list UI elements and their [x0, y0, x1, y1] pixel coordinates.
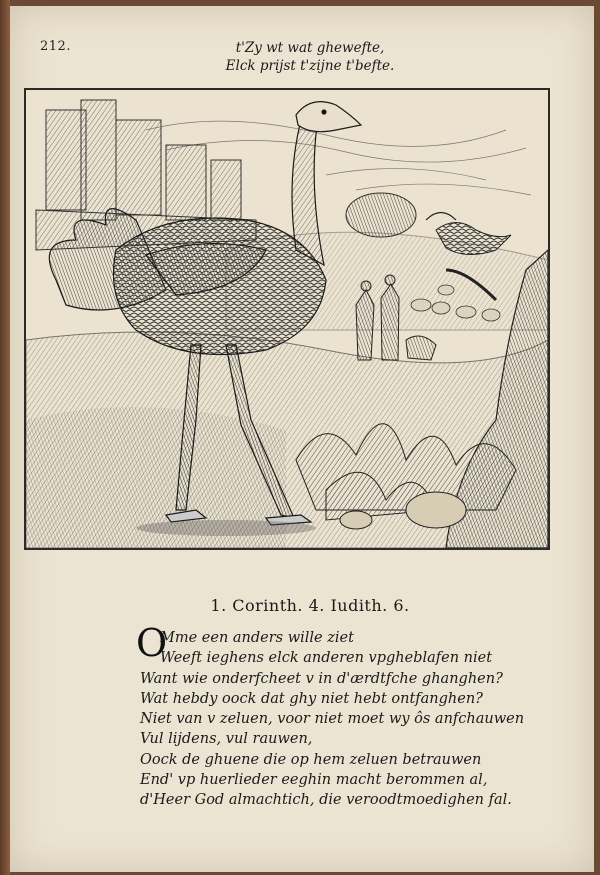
motto: [160, 39, 460, 75]
drop-cap: O: [136, 621, 168, 665]
book-page: [10, 6, 594, 872]
scripture-reference: 1. Corinth. 4. Iudith. 6.: [210, 596, 410, 615]
verse-block: [136, 621, 560, 811]
verse-line-3: Want wie onderfcheet v in d'ærdtfche ghanghen?: [140, 670, 503, 687]
ostrich-engraving: [24, 88, 550, 550]
book-spine: [0, 0, 10, 875]
verse-line-5: Niet van v zeluen, voor niet moet wy ôs anfchauwen: [140, 711, 525, 728]
verse-line-7: Oock de ghuene die op hem zeluen betrauwen: [140, 751, 482, 768]
ostrich-engraving-illustration: [26, 90, 548, 548]
motto-line-2: Elck prijst t'zijne t'befte.: [225, 58, 395, 74]
verse-line-4: Wat hebdy oock dat ghy niet hebt ontfanghen?: [140, 690, 483, 707]
motto-line-1: t'Zy wt wat ghewefte,: [235, 40, 385, 56]
verse-line-8: End' vp huerlieder eeghin macht berommen al,: [140, 772, 488, 789]
page-number: 212.: [40, 39, 71, 54]
verse-line-1: Mme een anders wille ziet: [160, 630, 354, 646]
verse-line-2: Weeft ieghens elck anderen vpgheblafen niet: [160, 650, 493, 667]
verse-line-9: d'Heer God almachtich, die veroodtmoedighen fal.: [140, 792, 512, 809]
verse-line-6: Vul lijdens, vul rauwen,: [140, 731, 313, 748]
